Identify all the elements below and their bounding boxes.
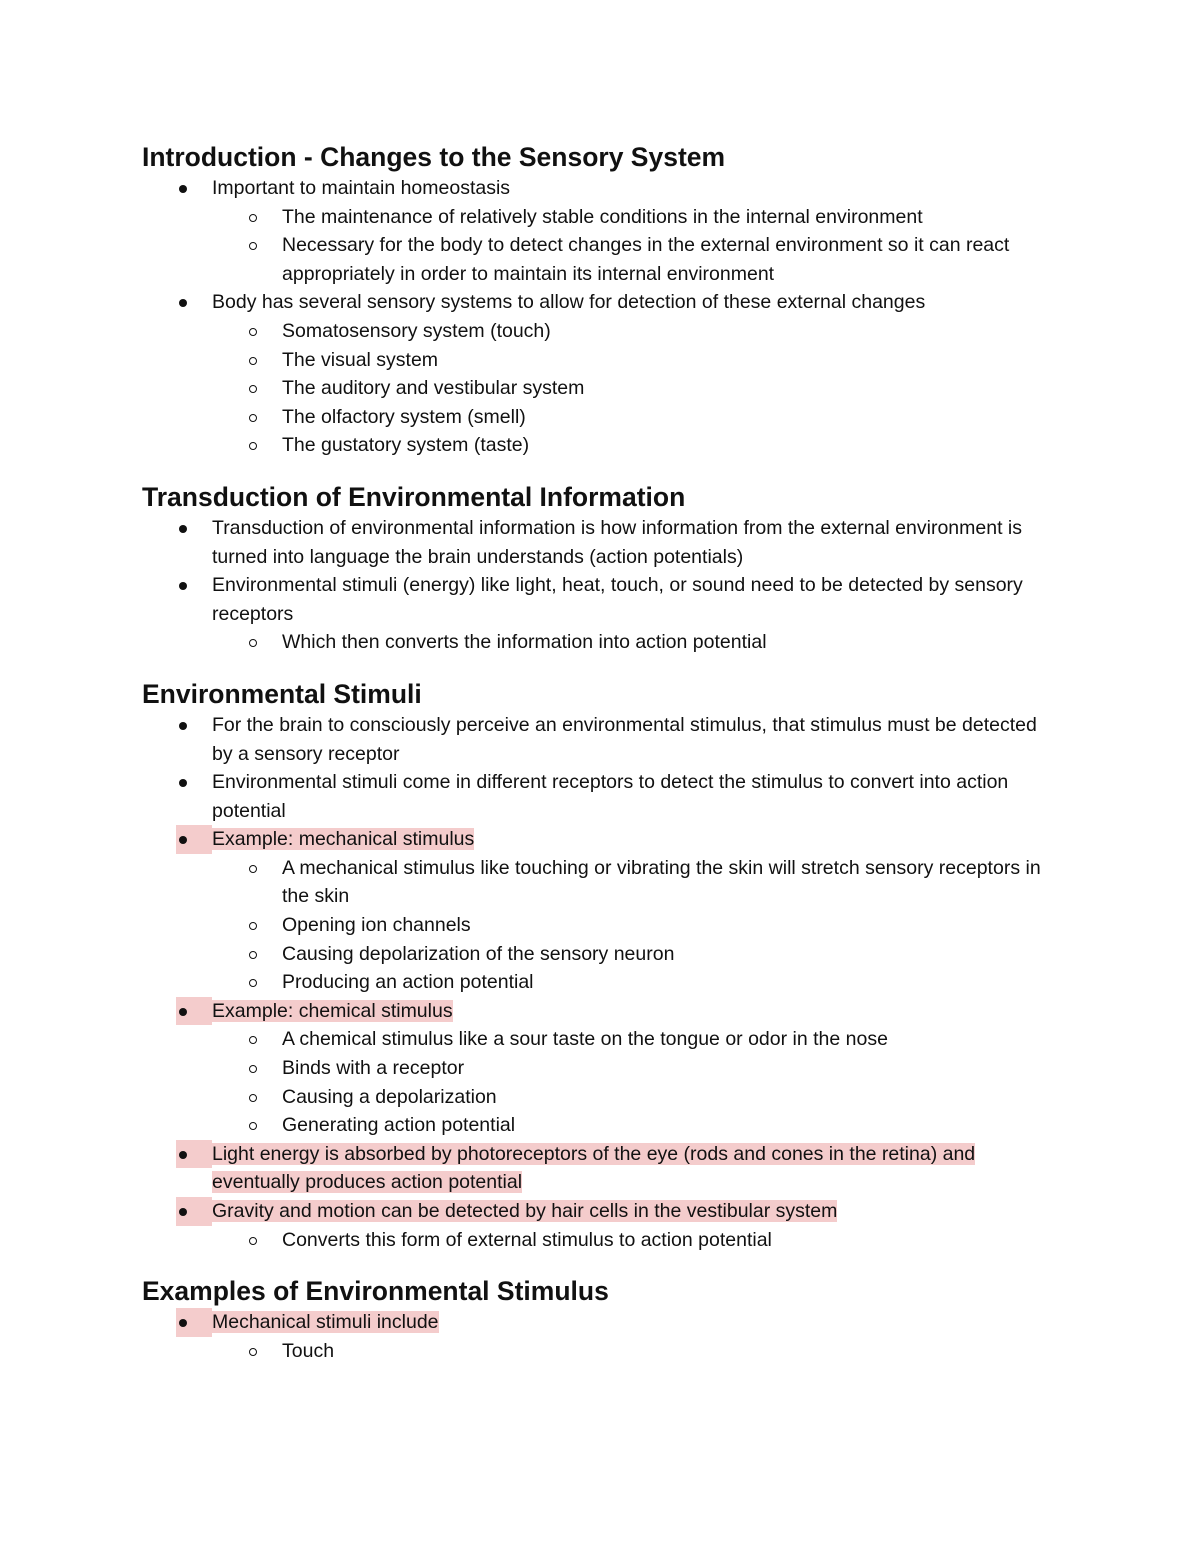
list-item-label: Environmental stimuli (energy) like light, heat, touch, or sound need to be detected by sensory receptors bbox=[212, 574, 1023, 625]
hollow-bullet-icon bbox=[249, 865, 257, 873]
list-item bbox=[142, 571, 1062, 628]
sub-list-item-text: The maintenance of relatively stable conditions in the internal environment bbox=[282, 205, 923, 228]
list-item-label: Light energy is absorbed by photoreceptors of the eye (rods and cones in the retina) and eventually produces action potential bbox=[212, 1142, 976, 1194]
list-item-label: Example: mechanical stimulus bbox=[212, 828, 475, 851]
list-item bbox=[142, 1140, 1062, 1197]
sub-list-container bbox=[142, 1025, 1062, 1139]
hollow-bullet-icon bbox=[249, 414, 257, 422]
filled-bullet-icon bbox=[179, 525, 187, 533]
hollow-bullet-icon bbox=[249, 1065, 257, 1073]
list-item-label: Gravity and motion can be detected by hair cells in the vestibular system bbox=[212, 1200, 838, 1222]
sub-bullet-list bbox=[142, 1025, 1062, 1139]
section-heading: Transduction of Environmental Information bbox=[142, 481, 686, 512]
list-item bbox=[142, 288, 1062, 317]
list-item-text bbox=[212, 771, 1008, 822]
document-section bbox=[142, 140, 1062, 460]
sub-list-item bbox=[212, 203, 1062, 232]
filled-bullet-icon bbox=[179, 582, 187, 590]
filled-bullet-icon bbox=[179, 836, 187, 844]
sub-list-item bbox=[212, 1054, 1062, 1083]
list-item-text bbox=[212, 1311, 439, 1333]
sub-list-item-text: Binds with a receptor bbox=[282, 1057, 465, 1080]
document-section bbox=[142, 677, 1062, 1254]
document-body bbox=[142, 140, 1062, 1385]
hollow-bullet-icon bbox=[249, 639, 257, 647]
filled-bullet-icon bbox=[179, 1008, 187, 1016]
sub-list-item-text: Necessary for the body to detect changes in the external environment so it can react appropriately in order to maintain its internal environment bbox=[282, 234, 1010, 285]
list-item bbox=[142, 711, 1062, 768]
sub-bullet-list bbox=[142, 1337, 1062, 1366]
list-item-text bbox=[212, 714, 1037, 765]
sub-list-item-text: Opening ion channels bbox=[282, 914, 471, 937]
list-item bbox=[142, 768, 1062, 825]
bullet-list bbox=[142, 711, 1062, 1254]
sub-list-item bbox=[212, 1337, 1062, 1366]
sub-list-item-text: A chemical stimulus like a sour taste on the tongue or odor in the nose bbox=[282, 1028, 888, 1051]
list-item-text bbox=[212, 574, 1023, 625]
sub-list-item-text: Which then converts the information into action potential bbox=[282, 631, 767, 654]
hollow-bullet-icon bbox=[249, 1094, 257, 1102]
sub-list-item-text: Producing an action potential bbox=[282, 971, 534, 994]
list-item-label: Mechanical stimuli include bbox=[212, 1311, 439, 1334]
list-item bbox=[142, 997, 1062, 1026]
list-item-label: Important to maintain homeostasis bbox=[212, 177, 511, 199]
filled-bullet-icon bbox=[179, 185, 187, 193]
bullet-list bbox=[142, 1308, 1062, 1365]
section-heading: Introduction - Changes to the Sensory System bbox=[142, 142, 726, 172]
sub-list-item-text: The gustatory system (taste) bbox=[282, 434, 530, 457]
document-section bbox=[142, 1274, 1062, 1365]
sub-list-item bbox=[212, 346, 1062, 375]
hollow-bullet-icon bbox=[249, 922, 257, 930]
hollow-bullet-icon bbox=[249, 1036, 257, 1044]
sub-bullet-list bbox=[142, 854, 1062, 997]
sub-list-item bbox=[212, 1025, 1062, 1054]
hollow-bullet-icon bbox=[249, 979, 257, 987]
sub-bullet-list bbox=[142, 203, 1062, 289]
sub-list-container bbox=[142, 854, 1062, 997]
sub-list-item bbox=[212, 1083, 1062, 1112]
hollow-bullet-icon bbox=[249, 328, 257, 336]
list-item-text bbox=[212, 291, 925, 313]
list-item-label: Example: chemical stimulus bbox=[212, 999, 453, 1022]
filled-bullet-icon bbox=[179, 1151, 187, 1159]
sub-list-item bbox=[212, 317, 1062, 346]
sub-bullet-list bbox=[142, 1226, 1062, 1255]
sub-bullet-list bbox=[142, 628, 1062, 657]
sub-list-item bbox=[212, 1226, 1062, 1255]
list-item bbox=[142, 825, 1062, 854]
sub-list-container bbox=[142, 203, 1062, 289]
filled-bullet-icon bbox=[179, 1319, 187, 1327]
list-item-text bbox=[212, 1000, 453, 1022]
hollow-bullet-icon bbox=[249, 1348, 257, 1356]
hollow-bullet-icon bbox=[249, 385, 257, 393]
sub-list-item-text: The visual system bbox=[282, 348, 439, 371]
hollow-bullet-icon bbox=[249, 951, 257, 959]
bullet-list bbox=[142, 514, 1062, 657]
filled-bullet-icon bbox=[179, 299, 187, 307]
sub-list-item bbox=[212, 968, 1062, 997]
sub-list-container bbox=[142, 628, 1062, 657]
hollow-bullet-icon bbox=[249, 357, 257, 365]
sub-list-item bbox=[212, 628, 1062, 657]
sub-list-item-text: Converts this form of external stimulus to action potential bbox=[282, 1228, 772, 1251]
sub-list-item-text: Causing depolarization of the sensory neuron bbox=[282, 942, 675, 965]
filled-bullet-icon bbox=[179, 779, 187, 787]
list-item bbox=[142, 1197, 1062, 1226]
sub-list-item-text: A mechanical stimulus like touching or vibrating the skin will stretch sensory receptors in the skin bbox=[282, 856, 1041, 908]
sub-list-item-text: Generating action potential bbox=[282, 1114, 516, 1137]
sub-list-item bbox=[212, 231, 1062, 288]
sub-bullet-list bbox=[142, 317, 1062, 460]
document-section bbox=[142, 480, 1062, 657]
list-item bbox=[142, 1308, 1062, 1337]
list-item-text bbox=[212, 517, 1022, 568]
sub-list-container bbox=[142, 1337, 1062, 1366]
bullet-list bbox=[142, 174, 1062, 460]
filled-bullet-icon bbox=[179, 1208, 187, 1216]
sub-list-item-text: Somatosensory system (touch) bbox=[282, 319, 551, 342]
sub-list-item bbox=[212, 854, 1062, 911]
hollow-bullet-icon bbox=[249, 1237, 257, 1245]
sub-list-item bbox=[212, 431, 1062, 460]
hollow-bullet-icon bbox=[249, 1122, 257, 1130]
sub-list-container bbox=[142, 1226, 1062, 1255]
sub-list-container bbox=[142, 317, 1062, 460]
sub-list-item bbox=[212, 1111, 1062, 1140]
list-item-label: Environmental stimuli come in different receptors to detect the stimulus to convert into action potential bbox=[212, 771, 1009, 822]
sub-list-item-text: The olfactory system (smell) bbox=[282, 405, 526, 428]
list-item-text bbox=[212, 1200, 837, 1222]
hollow-bullet-icon bbox=[249, 214, 257, 222]
sub-list-item bbox=[212, 374, 1062, 403]
list-item-label: Body has several sensory systems to allow for detection of these external changes bbox=[212, 291, 926, 314]
hollow-bullet-icon bbox=[249, 442, 257, 450]
list-item-label: For the brain to consciously perceive an environmental stimulus, that stimulus must be detected by a sensory receptor bbox=[212, 713, 1037, 765]
list-item bbox=[142, 174, 1062, 203]
sub-list-item bbox=[212, 940, 1062, 969]
section-heading: Environmental Stimuli bbox=[142, 678, 422, 709]
list-item-label: Transduction of environmental information is how information from the external environment is turned into language the brain understands (action potentials) bbox=[212, 516, 1022, 568]
sub-list-item-text: Causing a depolarization bbox=[282, 1085, 497, 1108]
sub-list-item bbox=[212, 403, 1062, 432]
section-heading: Examples of Environmental Stimulus bbox=[142, 1276, 609, 1307]
list-item-text bbox=[212, 1143, 975, 1194]
sub-list-item bbox=[212, 911, 1062, 940]
sub-list-item-text: Touch bbox=[282, 1339, 335, 1362]
list-item-text bbox=[212, 828, 474, 850]
list-item-text bbox=[212, 177, 510, 199]
list-item bbox=[142, 514, 1062, 571]
hollow-bullet-icon bbox=[249, 242, 257, 250]
sub-list-item-text: The auditory and vestibular system bbox=[282, 377, 585, 400]
filled-bullet-icon bbox=[179, 722, 187, 730]
